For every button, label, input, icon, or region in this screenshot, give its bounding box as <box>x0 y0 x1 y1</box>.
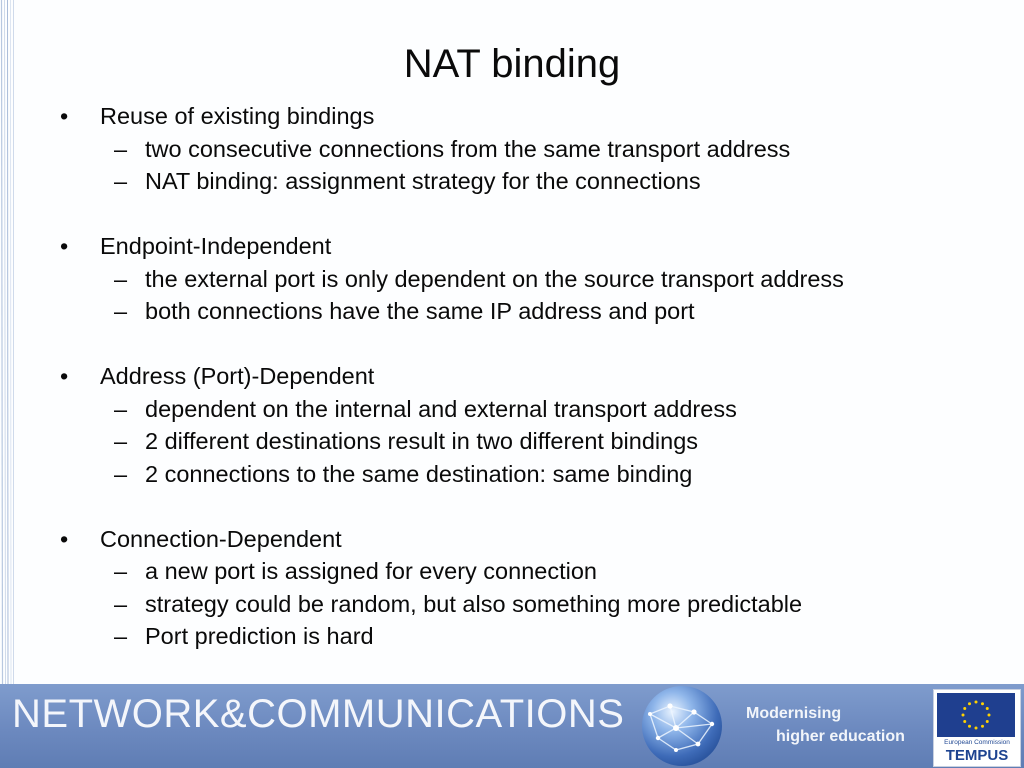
eu-star <box>963 707 966 710</box>
eu-star <box>986 720 989 723</box>
eu-star <box>963 720 966 723</box>
sub-bullet-text: NAT binding: assignment strategy for the connections <box>145 168 701 194</box>
dash-marker: – <box>114 265 128 292</box>
sub-bullet-text: both connections have the same IP address and port <box>145 298 695 324</box>
globe-network-icon <box>636 684 728 768</box>
dash-marker: – <box>114 298 128 324</box>
footer-band <box>0 684 1024 768</box>
sub-bullet-text: 2 connections to the same destination: same binding <box>145 460 693 487</box>
eu-star <box>986 707 989 710</box>
bullet-heading: Endpoint-Independent <box>100 233 332 259</box>
tempus-logo <box>933 689 1021 767</box>
logo-name: TEMPUS <box>945 747 1009 764</box>
eu-star <box>968 725 971 728</box>
sub-bullet-text: 2 different destinations result in two different bindings <box>145 428 699 454</box>
eu-star <box>988 714 991 717</box>
sub-bullet-text: Port prediction is hard <box>145 623 374 649</box>
bullet-heading: Address (Port)-Dependent <box>100 363 375 389</box>
sub-bullet-text: strategy could be random, but also something more predictable <box>145 590 803 617</box>
sub-bullet-text: the external port is only dependent on the source transport address <box>145 265 844 292</box>
bullet-marker: • <box>60 525 69 552</box>
eu-flag-icon <box>937 693 1015 737</box>
dash-marker: – <box>114 460 128 487</box>
eu-star <box>968 702 971 705</box>
left-edge-decoration <box>0 0 18 684</box>
dash-marker: – <box>114 135 128 162</box>
footer-brand: NETWORK&COMMUNICATIONS <box>12 692 625 736</box>
dash-marker: – <box>114 590 128 617</box>
sub-bullet-text: two consecutive connections from the same transport address <box>145 135 791 162</box>
eu-star <box>981 702 984 705</box>
bullet-heading: Reuse of existing bindings <box>100 103 375 129</box>
eu-star <box>981 725 984 728</box>
dash-marker: – <box>114 168 128 194</box>
bullet-marker: • <box>60 103 69 129</box>
logo-caption: European Commission <box>944 739 1010 746</box>
bullet-marker: • <box>60 233 69 259</box>
eu-star <box>975 727 978 730</box>
sub-bullet-text: a new port is assigned for every connection <box>145 558 597 584</box>
eu-star <box>962 714 965 717</box>
eu-star <box>975 701 978 704</box>
bullet-marker: • <box>60 363 69 389</box>
sub-bullet-text: dependent on the internal and external transport address <box>145 395 737 422</box>
tagline-line1: Modernising <box>746 705 842 722</box>
tagline-line2: higher education <box>776 728 905 745</box>
dash-marker: – <box>114 428 128 454</box>
bullet-heading: Connection-Dependent <box>100 525 342 552</box>
dash-marker: – <box>114 395 128 422</box>
dash-marker: – <box>114 558 128 584</box>
dash-marker: – <box>114 623 128 649</box>
slide-title: NAT binding <box>403 42 621 86</box>
